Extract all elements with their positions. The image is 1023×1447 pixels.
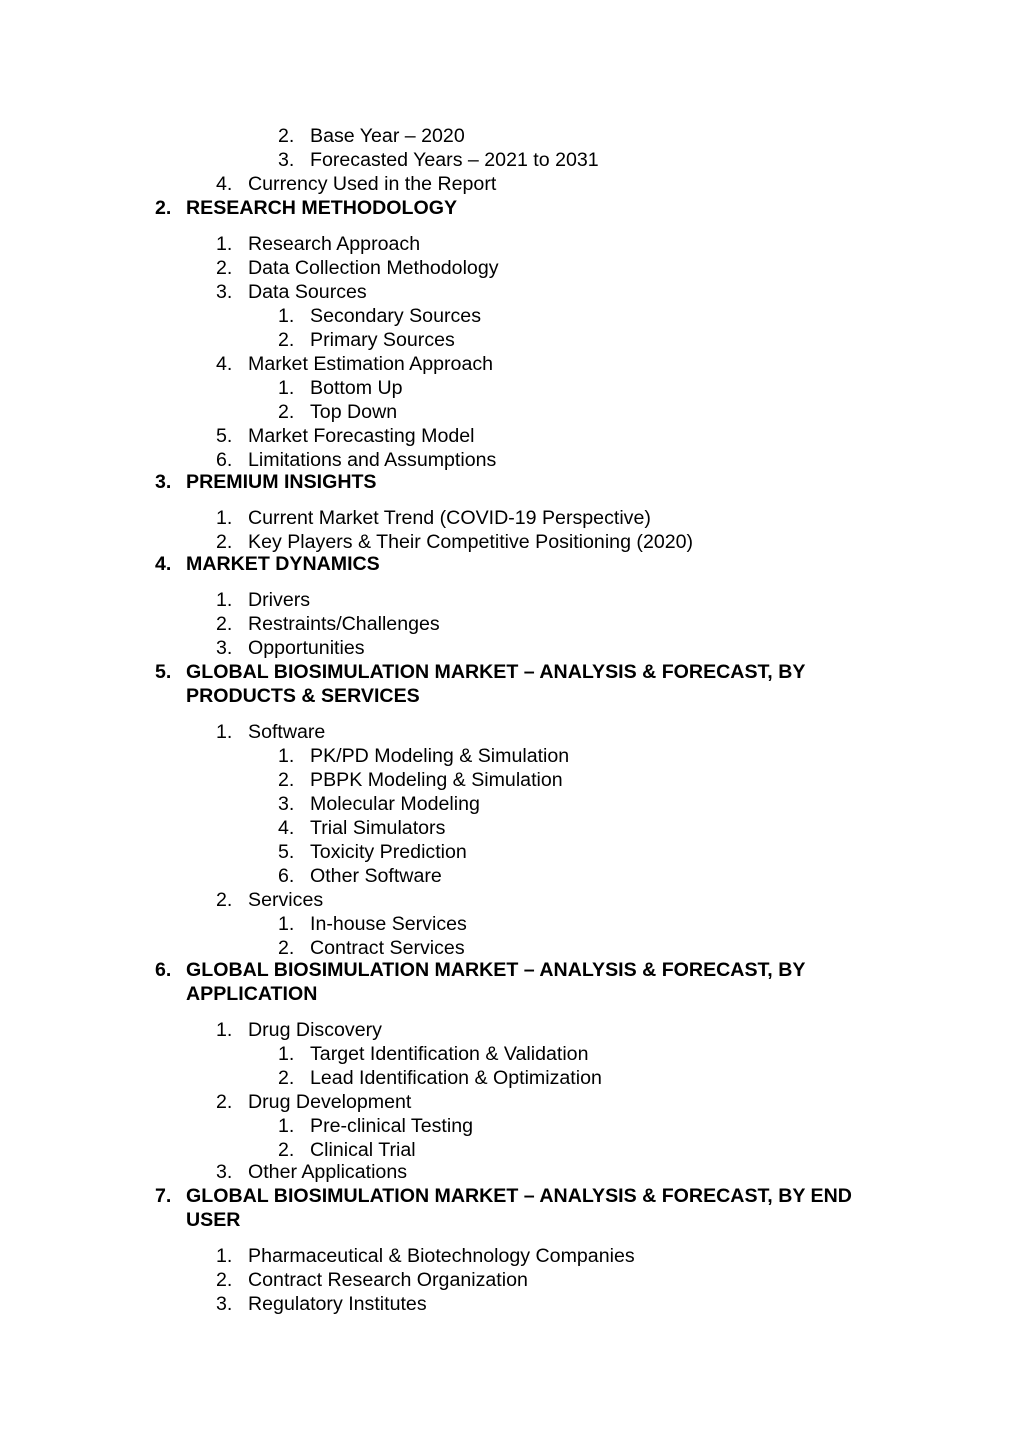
toc-item-number: 6. xyxy=(155,959,172,981)
toc-item-label: Lead Identification & Optimization xyxy=(310,1067,602,1089)
toc-item-number: 4. xyxy=(216,173,233,195)
toc-item-label: Research Approach xyxy=(248,233,421,255)
toc-item-label: GLOBAL BIOSIMULATION MARKET – ANALYSIS & FORECAST, BY xyxy=(186,959,806,981)
toc-item-label: GLOBAL BIOSIMULATION MARKET – ANALYSIS & FORECAST, BY xyxy=(186,661,806,683)
toc-item-number: 2. xyxy=(216,613,233,635)
toc-item-number: 1. xyxy=(216,589,233,611)
toc-item-label: USER xyxy=(186,1209,241,1231)
toc-item-label: Regulatory Institutes xyxy=(248,1293,427,1315)
toc-item-label: Toxicity Prediction xyxy=(310,841,467,863)
toc-item-number: 1. xyxy=(278,305,295,327)
toc-item-label: Drivers xyxy=(248,589,311,611)
toc-item-number: 5. xyxy=(155,661,172,683)
toc-item-number: 5. xyxy=(278,841,295,863)
toc-item-number: 2. xyxy=(278,937,295,959)
toc-item-number: 3. xyxy=(278,149,295,171)
toc-item-label: MARKET DYNAMICS xyxy=(186,553,380,575)
toc-item-label: Currency Used in the Report xyxy=(248,173,497,195)
toc-item-number: 2. xyxy=(278,125,295,147)
toc-item-label: Trial Simulators xyxy=(310,817,446,839)
toc-item-label: Forecasted Years – 2021 to 2031 xyxy=(310,149,599,171)
toc-item-number: 2. xyxy=(216,531,233,553)
toc-item-label: Limitations and Assumptions xyxy=(248,449,497,471)
toc-item-label: Molecular Modeling xyxy=(310,793,480,815)
toc-item-number: 2. xyxy=(155,197,172,219)
toc-item-number: 2. xyxy=(278,1139,295,1161)
toc-item-label: Data Sources xyxy=(248,281,367,303)
toc-item-label: In-house Services xyxy=(310,913,467,935)
toc-item-label: Top Down xyxy=(310,401,398,423)
toc-item-number: 2. xyxy=(216,1091,233,1113)
toc-item-number: 1. xyxy=(216,721,233,743)
toc-item-label: PK/PD Modeling & Simulation xyxy=(310,745,570,767)
toc-item-number: 2. xyxy=(216,257,233,279)
toc-item-label: Clinical Trial xyxy=(310,1139,416,1161)
toc-item-label: Software xyxy=(248,721,326,743)
toc-item-number: 3. xyxy=(278,793,295,815)
toc-item-number: 2. xyxy=(278,769,295,791)
toc-item-number: 1. xyxy=(278,377,295,399)
toc-item-number: 2. xyxy=(216,889,233,911)
toc-item-number: 5. xyxy=(216,425,233,447)
toc-item-label: Pharmaceutical & Biotechnology Companies xyxy=(248,1245,635,1267)
toc-item-label: Bottom Up xyxy=(310,377,403,399)
toc-item-label: PRODUCTS & SERVICES xyxy=(186,685,420,707)
toc-item-label: Current Market Trend (COVID-19 Perspective) xyxy=(248,507,651,529)
toc-item-number: 2. xyxy=(278,1067,295,1089)
toc-item-label: Drug Development xyxy=(248,1091,412,1113)
toc-item-number: 3. xyxy=(216,281,233,303)
toc-item-number: 1. xyxy=(216,1019,233,1041)
toc-item-label: Services xyxy=(248,889,324,911)
toc-item-label: GLOBAL BIOSIMULATION MARKET – ANALYSIS & FORECAST, BY END xyxy=(186,1185,852,1207)
toc-item-label: RESEARCH METHODOLOGY xyxy=(186,197,458,219)
toc-item-label: Contract Research Organization xyxy=(248,1269,528,1291)
toc-item-number: 3. xyxy=(155,471,172,493)
toc-item-number: 3. xyxy=(216,1293,233,1315)
toc-item-number: 2. xyxy=(216,1269,233,1291)
toc-item-number: 2. xyxy=(278,329,295,351)
toc-item-number: 4. xyxy=(216,353,233,375)
toc-item-label: PREMIUM INSIGHTS xyxy=(186,471,377,493)
toc-item-label: Secondary Sources xyxy=(310,305,481,327)
toc-item-number: 1. xyxy=(278,913,295,935)
toc-item-number: 7. xyxy=(155,1185,172,1207)
toc-item-number: 1. xyxy=(216,507,233,529)
toc-item-label: Base Year – 2020 xyxy=(310,125,465,147)
toc-item-number: 3. xyxy=(216,637,233,659)
toc-item-number: 3. xyxy=(216,1161,233,1183)
toc-item-number: 1. xyxy=(278,745,295,767)
toc-item-label: Target Identification & Validation xyxy=(310,1043,589,1065)
toc-item-number: 1. xyxy=(216,1245,233,1267)
toc-item-number: 4. xyxy=(278,817,295,839)
toc-item-label: Pre-clinical Testing xyxy=(310,1115,473,1137)
toc-item-number: 6. xyxy=(278,865,295,887)
toc-item-number: 1. xyxy=(278,1115,295,1137)
toc-item-label: Drug Discovery xyxy=(248,1019,382,1041)
toc-item-label: Contract Services xyxy=(310,937,465,959)
toc-item-label: Market Estimation Approach xyxy=(248,353,494,375)
toc-item-label: Key Players & Their Competitive Positioning (2020) xyxy=(248,531,694,553)
toc-item-label: Other Software xyxy=(310,865,442,887)
toc-item-number: 1. xyxy=(278,1043,295,1065)
toc-item-number: 2. xyxy=(278,401,295,423)
toc-item-label: Market Forecasting Model xyxy=(248,425,475,447)
toc-item-label: PBPK Modeling & Simulation xyxy=(310,769,563,791)
toc-item-label: Primary Sources xyxy=(310,329,455,351)
toc-item-number: 4. xyxy=(155,553,172,575)
toc-item-number: 1. xyxy=(216,233,233,255)
toc-item-number: 6. xyxy=(216,449,233,471)
toc-item-label: Data Collection Methodology xyxy=(248,257,499,279)
toc-item-label: APPLICATION xyxy=(186,983,318,1005)
toc-item-label: Other Applications xyxy=(248,1161,408,1183)
toc-item-label: Restraints/Challenges xyxy=(248,613,440,635)
toc-item-label: Opportunities xyxy=(248,637,365,659)
